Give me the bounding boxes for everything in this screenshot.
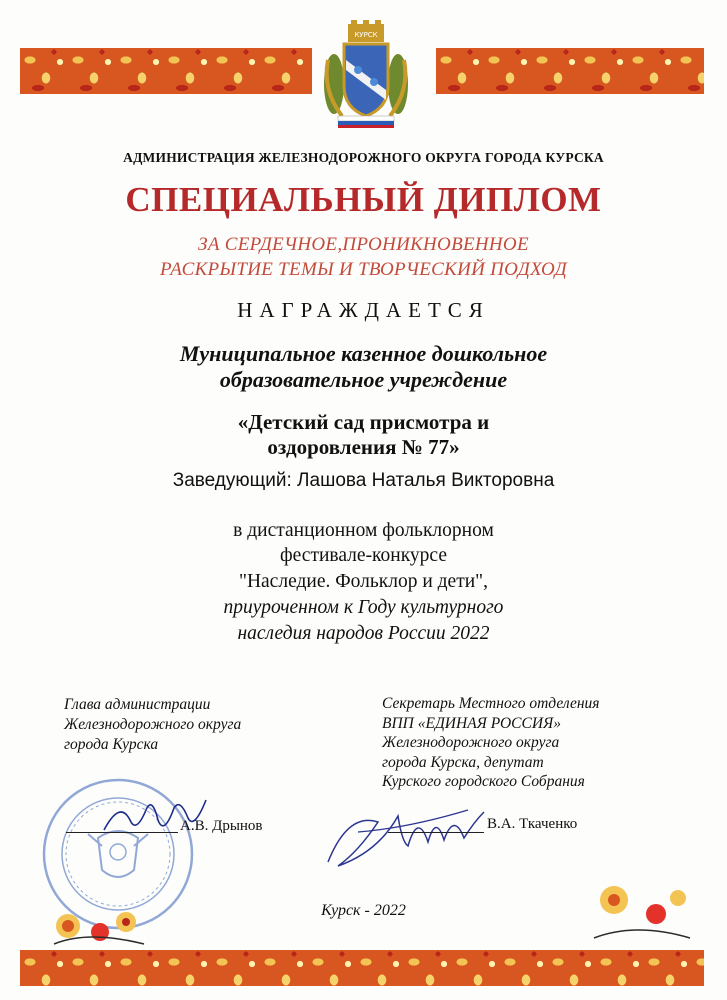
body-line-3: "Наследие. Фольклор и дети",: [238, 571, 489, 592]
ornament-band-top-right: [436, 48, 704, 94]
body-line-5: наследия народов России 2022: [237, 623, 490, 644]
right-signatory-title: [382, 694, 600, 792]
motive-line-1: ЗА СЕРДЕЧНОЕ,ПРОНИКНОВЕННОЕ: [198, 234, 529, 255]
right-signatory-line-5: Курского городского Собрания: [382, 773, 585, 790]
kindergarten-line-2: оздоровления № 77»: [267, 435, 460, 459]
left-signatory-title: [64, 695, 241, 755]
ornament-band-bottom: [20, 950, 704, 986]
right-signatory-name: В.А. Ткаченко: [487, 816, 578, 832]
crest-label: КУРСК: [354, 31, 378, 39]
body-line-2: фестивале-конкурсе: [280, 545, 447, 566]
right-signatory-line-1: Секретарь Местного отделения: [382, 695, 600, 712]
head-of-kindergarten: Заведующий: Лашова Наталья Викторовна: [172, 470, 555, 491]
kindergarten-line-1: «Детский сад присмотра и: [237, 410, 490, 434]
motive-line-2: РАСКРЫТИЕ ТЕМЫ И ТВОРЧЕСКИЙ ПОДХОД: [160, 259, 567, 280]
left-signatory-line-2: Железнодорожного округа: [64, 716, 242, 733]
kursk-crest-icon: [318, 20, 414, 128]
administration-header: АДМИНИСТРАЦИЯ ЖЕЛЕЗНОДОРОЖНОГО ОКРУГА ГОРОДА КУРСКА: [123, 150, 604, 165]
right-signatory-line-2: ВПП «ЕДИНАЯ РОССИЯ»: [382, 714, 561, 732]
left-signatory-line-1: Глава администрации: [64, 696, 211, 713]
awarded-heading: НАГРАЖДАЕТСЯ: [237, 298, 490, 322]
right-signatory-line-3: Железнодорожного округа: [382, 734, 560, 751]
organization-line-1: Муниципальное казенное дошкольное: [179, 341, 548, 366]
right-signatory-line-4: города Курска, депутат: [382, 753, 544, 771]
organization-line-2: образовательное учреждение: [219, 367, 508, 392]
diploma-title: СПЕЦИАЛЬНЫЙ ДИПЛОМ: [125, 180, 602, 219]
city-year: Курск - 2022: [321, 902, 406, 919]
right-signature-line: [388, 832, 484, 833]
ornament-band-top-left: [20, 48, 312, 94]
body-line-1: в дистанционном фольклорном: [233, 520, 494, 541]
left-signatory-line-3: города Курска: [64, 736, 159, 753]
body-line-4: приуроченном к Году культурного: [223, 597, 504, 618]
left-signatory-name: А.В. Дрынов: [180, 818, 263, 834]
